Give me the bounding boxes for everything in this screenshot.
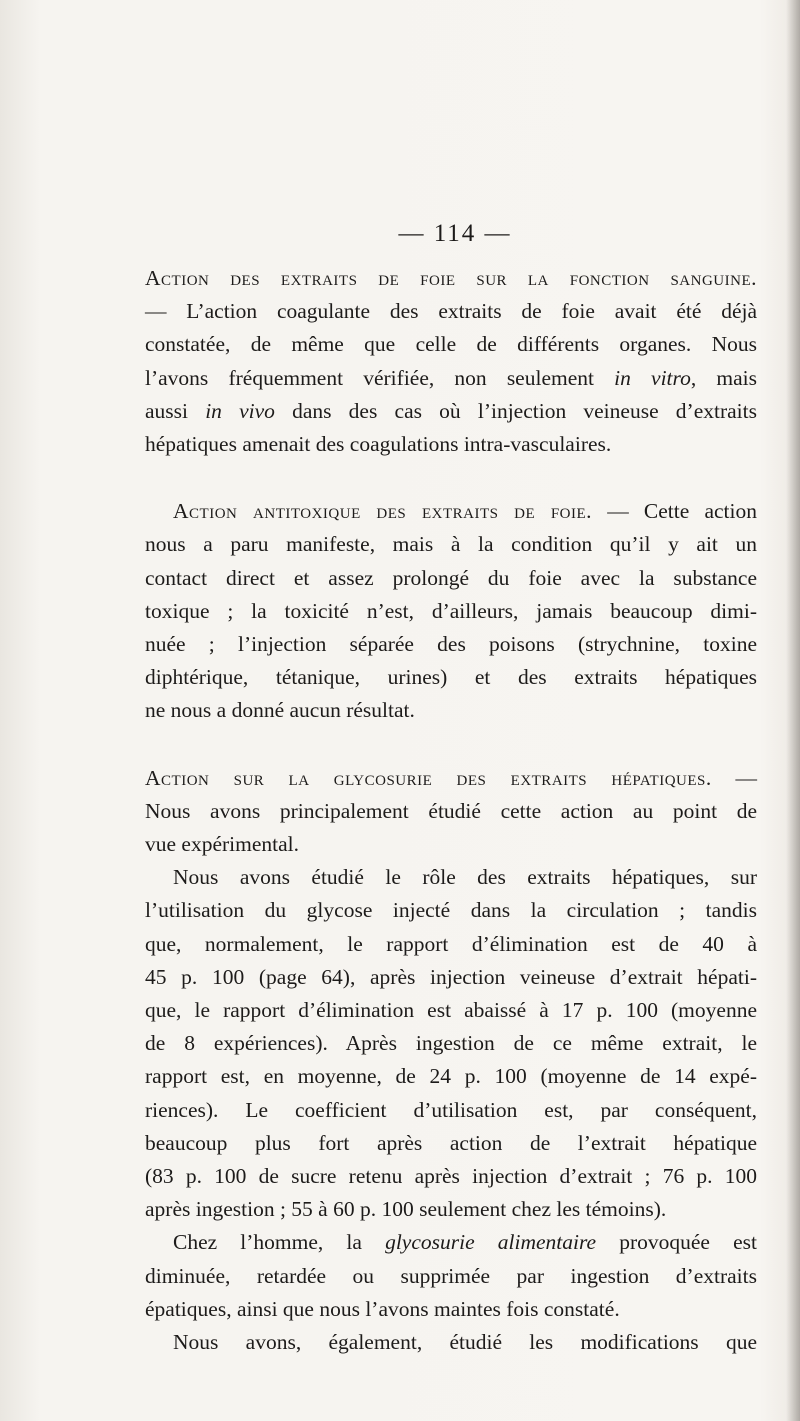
text-line: contact direct et assez prolongé du foie avec la substance — [145, 565, 757, 590]
text-line: Nous avons, également, étudié les modifications que — [173, 1330, 757, 1355]
text-line: riences). Le coefficient d’utilisation est, par conséquent, — [145, 1097, 757, 1122]
text-line: beaucoup plus fort après action de l’extrait hépatique — [145, 1130, 757, 1155]
section-heading: Action des extraits de foie sur la fonction sanguine. — [145, 266, 757, 290]
text-line: que, normalement, le rapport d’élimination est de 40 à — [145, 931, 757, 956]
text-line: (83 p. 100 de sucre retenu après injection d’extrait ; 76 p. 100 — [145, 1164, 757, 1189]
paragraph-modifications — [145, 1326, 757, 1359]
paragraph-action-glycosurie — [145, 762, 757, 862]
text-line: ne nous a donné aucun résultat. — [145, 698, 415, 723]
text-line: diphtérique, tétanique, urines) et des extraits hépatiques — [145, 665, 757, 690]
paragraph-fonction-sanguine — [145, 262, 757, 461]
text-line: nous a paru manifeste, mais à la condition qu’il y ait un — [145, 532, 757, 557]
paragraph-chez-homme — [145, 1226, 757, 1326]
page-edge-shadow — [786, 0, 800, 1421]
text-line: rapport est, en moyenne, de 24 p. 100 (moyenne de 14 expé- — [145, 1064, 757, 1089]
text-line: de 8 expériences). Après ingestion de ce même extrait, le — [145, 1031, 757, 1056]
text-line: toxique ; la toxicité n’est, d’ailleurs, jamais beaucoup dimi- — [145, 598, 757, 623]
text-line: 45 p. 100 (page 64), après injection veineuse d’extrait hépati- — [145, 964, 757, 989]
paragraph-action-antitoxique — [145, 495, 757, 727]
text-line: l’avons fréquemment vérifiée, non seulement in vitro, mais — [145, 365, 757, 390]
text-line: Action sur la glycosurie des extraits hépatiques. — — [145, 765, 758, 790]
text-line: l’utilisation du glycose injecté dans la circulation ; tandis — [145, 898, 757, 923]
text-line: nuée ; l’injection séparée des poisons (strychnine, toxine — [145, 632, 757, 657]
text-line: — L’action coagulante des extraits de foie avait été déjà — [145, 299, 757, 324]
text-line: vue expérimental. — [145, 832, 300, 857]
section-heading: Action sur la glycosurie des extraits hépatiques. — [145, 765, 712, 790]
page-text-block — [145, 220, 757, 1359]
paragraph-glycose-utilisation — [145, 861, 757, 1226]
text-line: hépatiques amenait des coagulations intra-vasculaires. — [145, 432, 612, 457]
text-line: Nous avons étudié le rôle des extraits hépatiques, sur — [173, 865, 757, 890]
section-heading: Action antitoxique des extraits de foie. — [173, 499, 593, 524]
italic-term: in vitro — [614, 365, 691, 390]
text-line: après ingestion ; 55 à 60 p. 100 seulement chez les témoins). — [145, 1197, 667, 1222]
text-line: que, le rapport d’élimination est abaissé à 17 p. 100 (moyenne — [145, 998, 757, 1023]
text-line: épatiques, ainsi que nous l’avons maintes fois constaté. — [145, 1296, 620, 1321]
page-number: — 114 — — [398, 220, 512, 247]
text-line: Chez l’homme, la glycosurie alimentaire provoquée est — [173, 1230, 757, 1255]
text-line: diminuée, retardée ou supprimée par ingestion d’extraits — [145, 1263, 757, 1288]
italic-term: in vivo — [205, 398, 275, 423]
text-line — [145, 262, 757, 295]
text-line: constatée, de même que celle de différents organes. Nous — [145, 332, 757, 357]
text-line: aussi in vivo dans des cas où l’injection veineuse d’extraits — [145, 398, 757, 423]
text-line: Nous avons principalement étudié cette action au point de — [145, 798, 757, 823]
text-line: Action antitoxique des extraits de foie. — Cette action — [173, 499, 757, 524]
italic-term: glycosurie alimentaire — [385, 1230, 597, 1255]
